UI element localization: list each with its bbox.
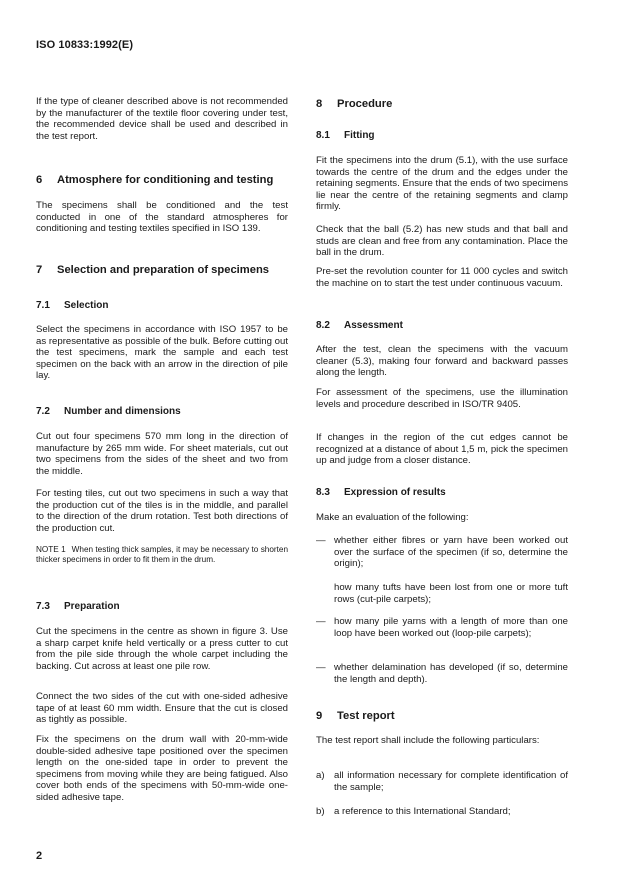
list-item	[316, 770, 568, 793]
section-number: 8	[316, 98, 323, 110]
section-title: Test report	[337, 710, 395, 722]
list-letter: b)	[316, 806, 325, 817]
section-8-heading	[316, 98, 568, 111]
intro-paragraph-block	[36, 96, 288, 142]
list-item-text: how many pile yarns with a length of more than one loop have been worked out (loop-pile carpets);	[334, 616, 568, 639]
list-item-text: a reference to this International Standard;	[334, 806, 511, 817]
subsection-title: Fitting	[344, 130, 375, 141]
paragraph: Cut the specimens in the centre as shown in figure 3. Use a sharp carpet knife held vertically or a press cutter to cut from the pile side through the whole carpet including the backing. Cut across at least one pile row.	[36, 626, 288, 672]
paragraph: For testing tiles, cut out two specimens in such a way that the production cut of the tiles is in the middle, and parallel to the direction of the drum rotation. Test both directions of the production cut.	[36, 488, 288, 534]
list-dash: —	[316, 535, 326, 546]
subsection-number: 8.2	[316, 320, 330, 331]
section-7-1-heading	[36, 300, 288, 312]
note-text: When testing thick samples, it may be necessary to shorten thicker specimens in order to fit them in the drum.	[36, 545, 289, 565]
list-dash: —	[316, 662, 326, 673]
subsection-title: Assessment	[344, 320, 403, 331]
section-number: 7	[36, 264, 43, 276]
subsection-number: 7.2	[36, 406, 50, 417]
section-7-3-body-2	[36, 691, 288, 726]
subsection-title: Expression of results	[344, 487, 446, 498]
paragraph: For assessment of the specimens, use the illumination levels and procedure described in ISO/TR 9405.	[316, 387, 568, 410]
list-letter: a)	[316, 770, 325, 781]
section-title: Procedure	[337, 98, 393, 110]
paragraph: Check that the ball (5.2) has new studs and that ball and studs are clean and free from any contamination. Place the ball in the drum.	[316, 224, 568, 259]
section-8-3-heading	[316, 487, 568, 499]
section-number: 6	[36, 174, 43, 186]
section-9-intro	[316, 735, 568, 747]
section-8-1-body-1	[316, 155, 568, 213]
paragraph: If changes in the region of the cut edges cannot be recognized at a distance of about 1,5 m, pick the specimen up and judge from a closer distance.	[316, 432, 568, 467]
document-id: ISO 10833:1992(E)	[36, 39, 134, 51]
section-7-2-body-2	[36, 488, 288, 534]
section-8-2-body-2	[316, 387, 568, 410]
list-item-text: how many tufts have been lost from one or more tuft rows (cut-pile carpets);	[334, 582, 568, 605]
section-7-1-body	[36, 324, 288, 382]
paragraph: The test report shall include the following particulars:	[316, 735, 540, 746]
section-8-1-body-3	[316, 266, 568, 289]
section-6-heading	[36, 174, 288, 187]
section-8-2-heading	[316, 320, 568, 332]
note-label: NOTE 1	[36, 545, 66, 554]
section-title: Atmosphere for conditioning and testing	[57, 174, 274, 186]
section-7-3-heading	[36, 601, 288, 613]
section-7-2-heading	[36, 406, 288, 418]
list-item	[316, 662, 568, 685]
subsection-number: 7.1	[36, 300, 50, 311]
paragraph: Make an evaluation of the following:	[316, 512, 469, 523]
list-dash: —	[316, 616, 326, 627]
intro-paragraph: If the type of cleaner described above is not recommended by the manufacturer of the textile floor covering under test, the recommended device shall be used and described in the test report.	[36, 96, 288, 142]
section-8-2-body-3	[316, 432, 568, 467]
paragraph: Connect the two sides of the cut with one-sided adhesive tape of at least 60 mm width. Ensure that the cut is closed as tightly as possible.	[36, 691, 288, 726]
section-6-body	[36, 200, 288, 235]
section-8-3-intro	[316, 512, 568, 524]
section-7-heading	[36, 264, 288, 277]
subsection-title: Selection	[64, 300, 109, 311]
section-7-2-body-1	[36, 431, 288, 477]
paragraph: The specimens shall be conditioned and the test conducted in one of the standard atmospheres for conditioning and testing textiles specified in ISO 139.	[36, 200, 288, 235]
list-item	[316, 806, 568, 818]
paragraph: Cut out four specimens 570 mm long in the direction of manufacture by 265 mm wide. For sheet materials, cut out two specimens from the sides of the sheet and two from the middle.	[36, 431, 288, 477]
paragraph: After the test, clean the specimens with the vacuum cleaner (5.3), making four forward and backward passes along the length.	[316, 344, 568, 379]
page-number: 2	[36, 850, 43, 862]
paragraph: Pre-set the revolution counter for 11 000 cycles and switch the machine on to start the test under continuous vacuum.	[316, 266, 568, 289]
list-item-text: whether either fibres or yarn have been worked out over the surface of the specimen (if so, determine the origin);	[334, 535, 568, 570]
section-number: 9	[316, 710, 323, 722]
list-item-text: whether delamination has developed (if so, determine the length and depth).	[334, 662, 568, 685]
subsection-title: Preparation	[64, 601, 120, 612]
subsection-number: 7.3	[36, 601, 50, 612]
section-title: Selection and preparation of specimens	[57, 264, 269, 276]
paragraph: Select the specimens in accordance with ISO 1957 to be as representative as possible of the bulk. Before cutting out the test specimens, mark the sample and each test specimen on the back with an arrow in the direction of pile lay.	[36, 324, 288, 382]
list-item	[316, 616, 568, 639]
section-8-1-heading	[316, 130, 568, 142]
list-item	[316, 582, 568, 605]
section-8-2-body-1	[316, 344, 568, 379]
section-8-1-body-2	[316, 224, 568, 259]
note-1	[36, 545, 288, 565]
list-item-text: all information necessary for complete identification of the sample;	[334, 770, 568, 793]
section-7-3-body-1	[36, 626, 288, 672]
subsection-title: Number and dimensions	[64, 406, 181, 417]
section-7-3-body-3	[36, 734, 288, 804]
subsection-number: 8.3	[316, 487, 330, 498]
paragraph: Fit the specimens into the drum (5.1), with the use surface towards the centre of the drum and the edges under the retaining segments. Ensure that the ends of two specimens lie near the centre of the retaining segments and clamp firmly.	[316, 155, 568, 213]
list-item	[316, 535, 568, 570]
paragraph: Fix the specimens on the drum wall with 20-mm-wide double-sided adhesive tape positioned over the specimen length on the one-sided tape in order to prevent the specimens from moving while they are being fatigued. Also cover both ends of the specimens with 50-mm-wide one-sided adhesive tape.	[36, 734, 288, 803]
subsection-number: 8.1	[316, 130, 330, 141]
section-9-heading	[316, 710, 568, 723]
